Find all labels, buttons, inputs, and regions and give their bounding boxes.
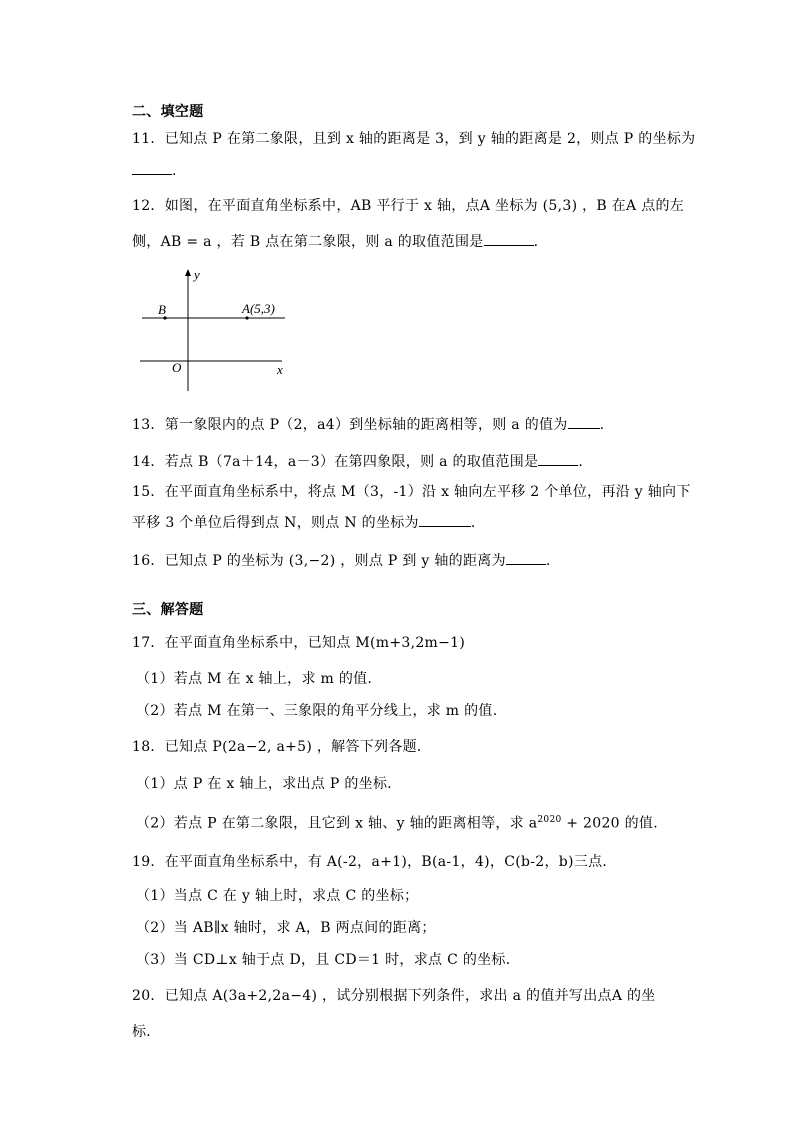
q14-end: . <box>578 454 584 470</box>
section-title-fill-in: 二、填空题 <box>132 104 204 120</box>
q20-line1: 20．已知点 A(3a+2,2a−4) ，试分别根据下列条件，求出 a 的值并写出点A 的坐 <box>132 988 656 1004</box>
q15-answer-blank <box>419 512 471 527</box>
q11-line1: 11．已知点 P 在第二象限，且到 x 轴的距离是 3，到 y 轴的距离是 2，则点 P 的坐标为 <box>132 131 696 147</box>
q11-end: . <box>172 163 177 179</box>
q12-line2 <box>132 231 538 252</box>
section-title-answer: 三、解答题 <box>132 602 204 618</box>
q18-stem: 18．已知点 P(2a−2, a+5) ，解答下列各题． <box>132 739 432 755</box>
q13-text: 13．第一象限内的点 P（2，a4）到坐标轴的距离相等，则 a 的值为 <box>132 417 568 433</box>
q16-text: 16．已知点 P 的坐标为 (3,−2) ，则点 P 到 y 轴的距离为 <box>132 553 506 569</box>
y-axis-label: y <box>194 267 200 282</box>
q17-part1: （1）若点 M 在 x 轴上，求 m 的值. <box>136 671 373 687</box>
q19-part3: （3）当 CD⊥x 轴于点 D，且 CD＝1 时，求点 C 的坐标． <box>136 952 521 968</box>
q18-part2-text: （2）若点 P 在第二象限，且它到 x 轴、y 轴的距离相等，求 a <box>136 815 538 832</box>
x-axis-label: x <box>277 362 283 377</box>
q19-part2: （2）当 AB∥x 轴时，求 A，B 两点间的距离； <box>136 920 436 936</box>
q16-end: . <box>545 553 551 569</box>
q15-line2-text: 平移 3 个单位后得到点 N，则点 N 的坐标为 <box>132 515 419 531</box>
q13-end: . <box>599 417 605 433</box>
q12-line2-text: 侧，AB = a ，若 B 点在第二象限，则 a 的取值范围是 <box>132 234 484 250</box>
q18-part1: （1）点 P 在 x 轴上，求出点 P 的坐标． <box>136 776 402 792</box>
q20-line2: 标． <box>132 1024 161 1040</box>
q12-answer-blank <box>484 231 534 246</box>
q11-answer-blank <box>132 160 172 175</box>
q19-stem: 19．在平面直角坐标系中，有 A(-2，a+1)，B(a-1，4)，C(b-2，b)三点． <box>132 854 617 870</box>
q17-stem: 17．在平面直角坐标系中，已知点 M(m+3,2m−1) <box>132 635 466 651</box>
q14-text: 14．若点 B（7a＋14，a－3）在第四象限，则 a 的取值范围是 <box>132 454 539 470</box>
q18-part2-end: + 2020 的值． <box>561 815 668 832</box>
q12-line1: 12．如图，在平面直角坐标系中，AB 平行于 x 轴，点A 坐标为 (5,3) ，B 在A 点的左 <box>132 198 685 214</box>
q15-line2 <box>132 512 476 533</box>
q16 <box>132 550 551 571</box>
q15-line1: 15．在平面直角坐标系中，将点 M（3，-1）沿 x 轴向左平移 2 个单位，再沿 y 轴向下 <box>132 484 691 500</box>
q12-end: . <box>533 234 539 250</box>
point-a <box>245 316 248 319</box>
point-b-label: B <box>158 302 166 317</box>
q18-part2 <box>136 810 668 834</box>
q17-part2: （2）若点 M 在第一、三象限的角平分线上，求 m 的值. <box>136 703 498 719</box>
q14 <box>132 451 583 472</box>
point-a-label: A(5,3) <box>242 301 275 316</box>
q18-exponent: 2020 <box>537 815 562 825</box>
origin-label: O <box>172 360 182 375</box>
q15-end: . <box>470 515 476 531</box>
q19-part1: （1）当点 C 在 y 轴上时，求点 C 的坐标； <box>136 888 419 904</box>
q14-answer-blank <box>538 451 578 466</box>
q13 <box>132 414 604 435</box>
y-axis-arrow <box>185 269 191 276</box>
q13-answer-blank <box>568 414 600 429</box>
q11-line2 <box>132 160 177 181</box>
q16-answer-blank <box>506 550 546 565</box>
coordinate-graph <box>132 266 292 396</box>
